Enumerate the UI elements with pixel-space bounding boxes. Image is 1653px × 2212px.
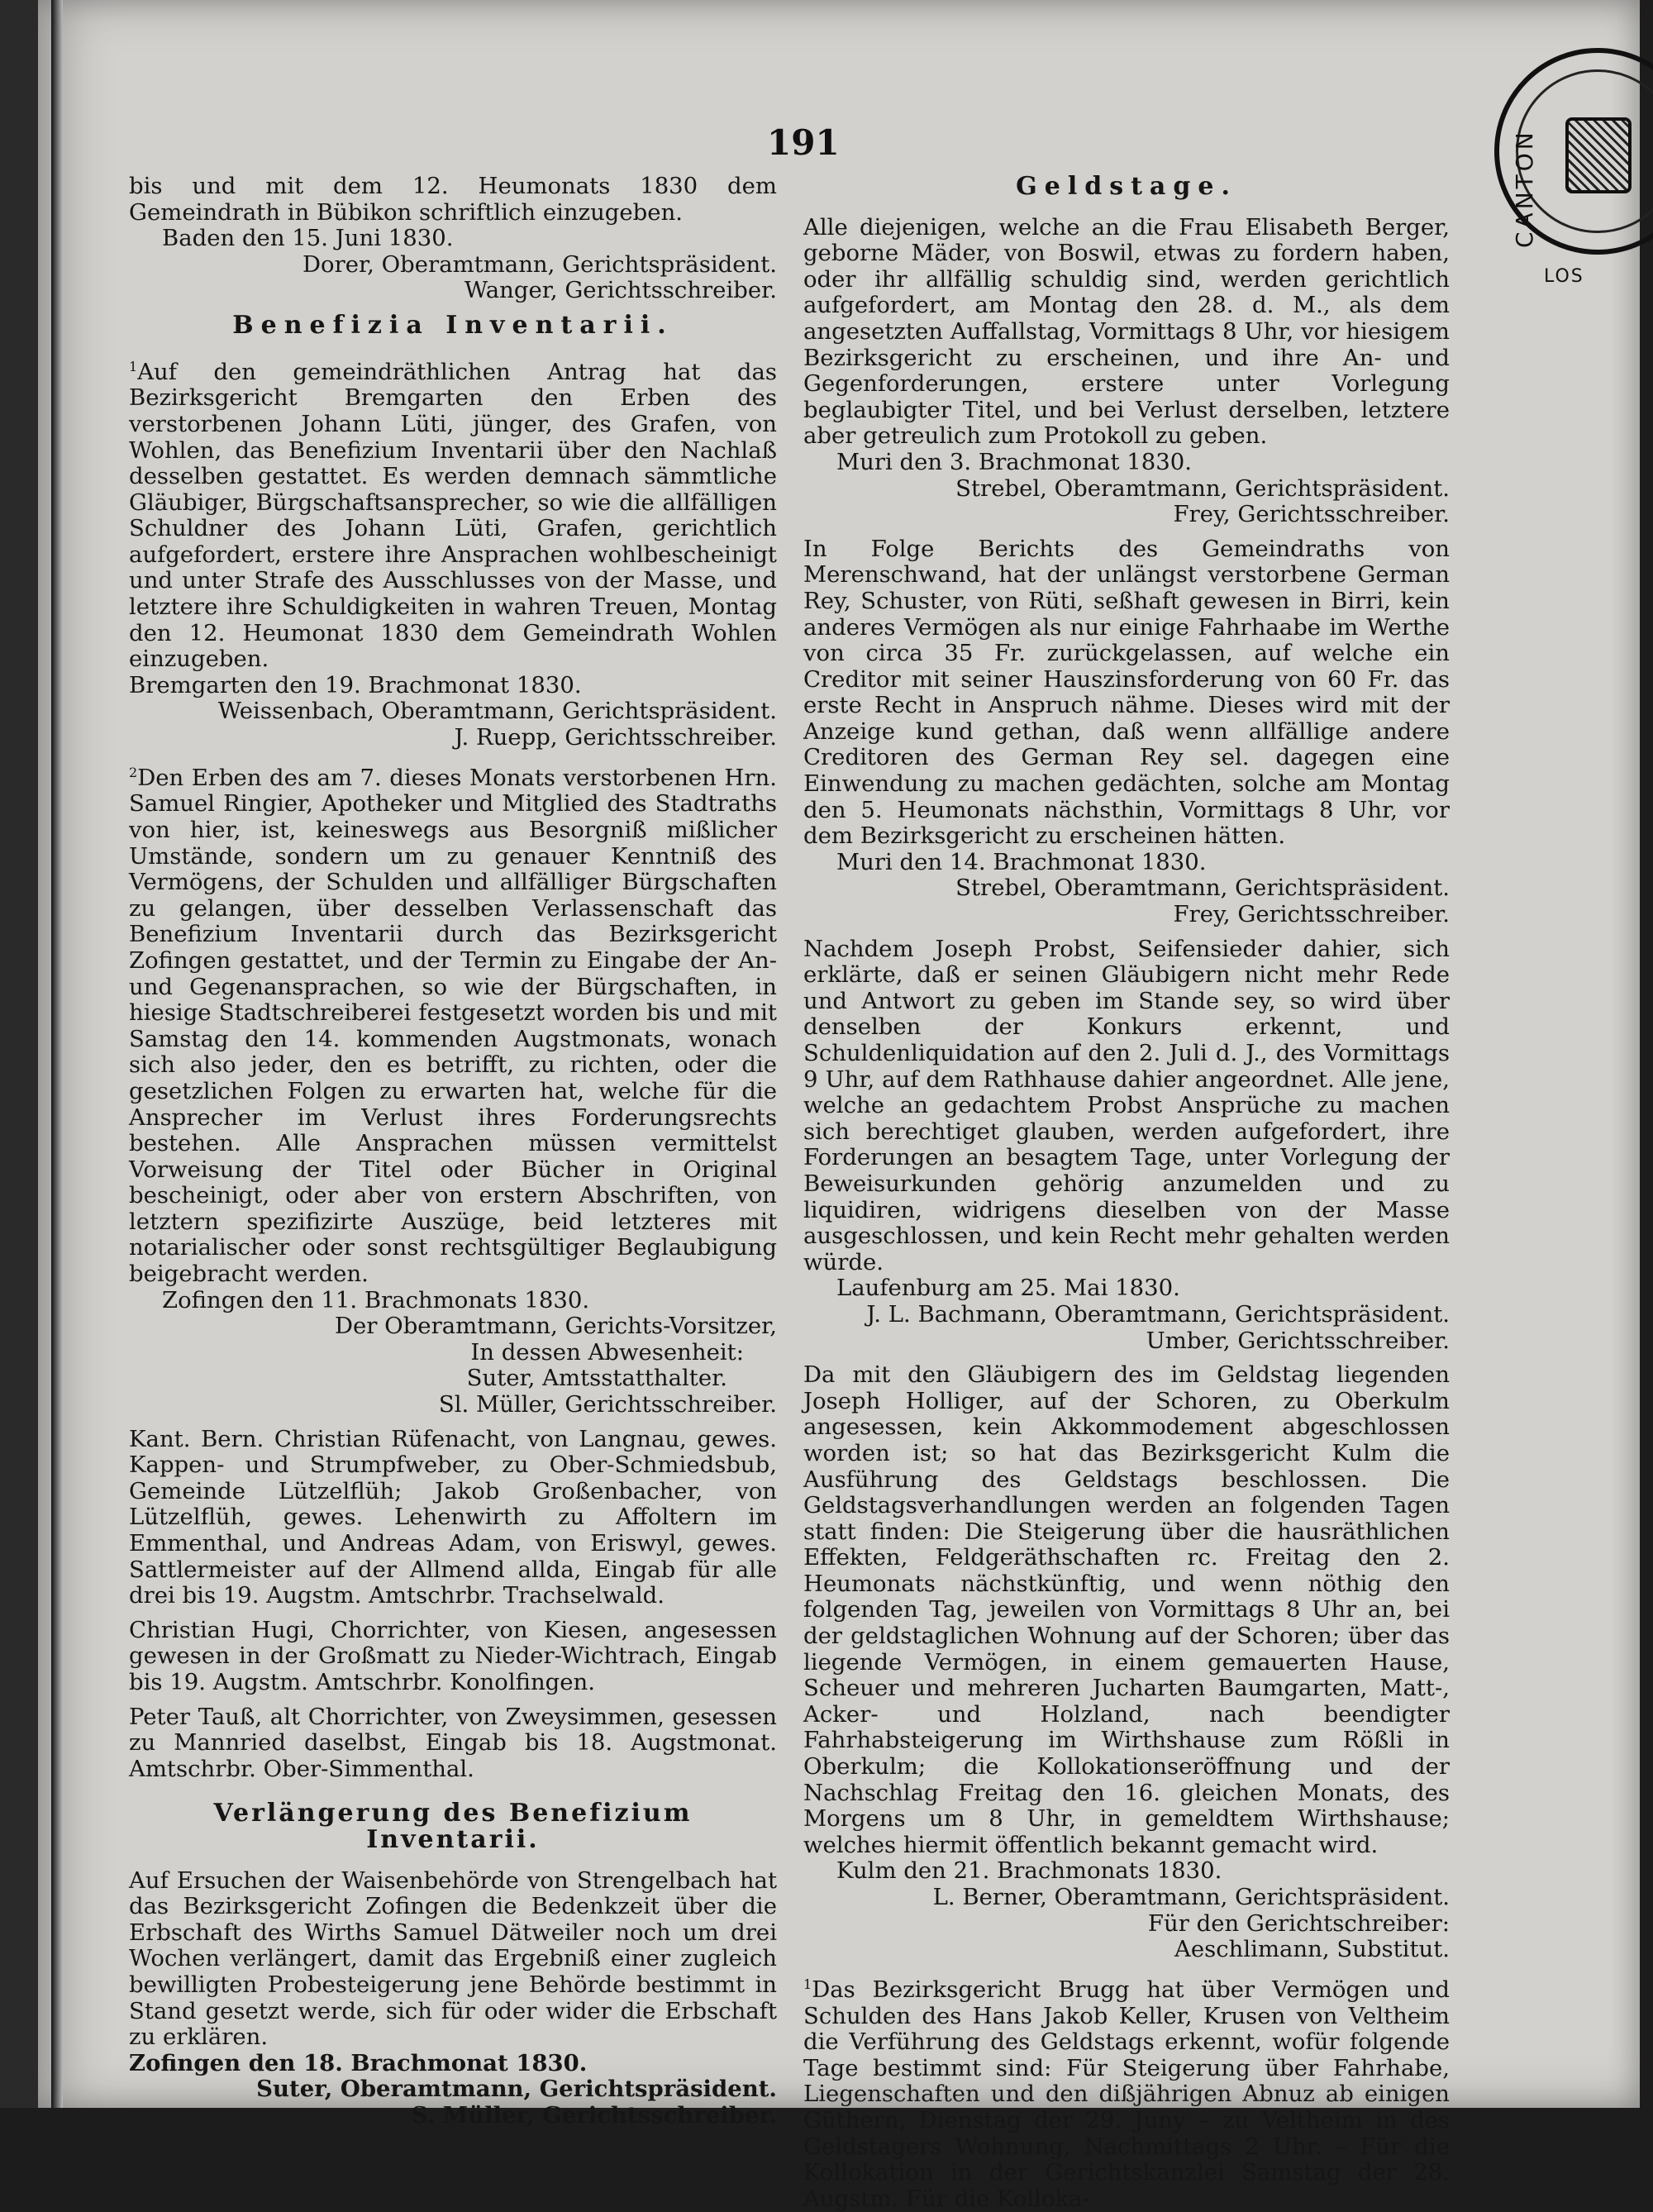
geldstag-notice-1-place-date: Muri den 3. Brachmonat 1830. <box>836 448 1192 475</box>
geldstag-notice-2: In Folge Berichts des Gemeindraths von Merenschwand, hat der unlängst verstorbene German Rey, Schuster, von Rüti, seßhaft gewesen in Birri, kein anderes Vermögen als nur einige Fahrhaabe im Werthe von circa 35 Fr. zurückgelassen, auf welche ein Creditor mit seiner Hauszinsforderung von 60 Fr. das erste Recht in Anspruch nähme. Dieses wird mit der Anzeige kund gethan, daß wenn allfällige andere Creditoren des German Rey sel. dagegen eine Einwendung zu machen gedächten, solche am Montag den 5. Heumonats nächsthin, Vormittags 8 Uhr, vor dem Bezirksgericht zu erscheinen hätten. <box>803 535 1450 850</box>
footnote-marker: 1 <box>803 1976 812 1992</box>
stamp-text-top: CANTON <box>1511 129 1538 248</box>
geldstag-notice-3-signature-1: J. L. Bachmann, Oberamtmann, Gerichtspräsident. <box>866 1300 1450 1328</box>
heading-geldstage: Geldstage. <box>1016 172 1237 201</box>
notice-1-place-date: Bremgarten den 19. Brachmonat 1830. <box>129 671 582 698</box>
geldstag-notice-3-signature-2: Umber, Gerichtsschreiber. <box>1146 1327 1450 1354</box>
notice-6-signature-1: Suter, Oberamtmann, Gerichtspräsident. <box>256 2076 777 2103</box>
footnote-marker: 1 <box>129 358 138 374</box>
geldstag-notice-2-signature-2: Frey, Gerichtsschreiber. <box>1173 901 1450 928</box>
notice-1-signature-1: Weissenbach, Oberamtmann, Gerichtspräsident. <box>217 698 777 725</box>
geldstag-notice-4-place-date: Kulm den 21. Brachmonats 1830. <box>836 1857 1222 1885</box>
geldstag-notice-4-signature-3: Aeschlimann, Substitut. <box>1174 1936 1450 1963</box>
geldstag-notice-4-signature-2: Für den Gerichtschreiber: <box>1147 1909 1450 1937</box>
notice-1-signature-2: J. Ruepp, Gerichtsschreiber. <box>454 724 777 751</box>
geldstag-notice-4-signature-1: L. Berner, Oberamtmann, Gerichtspräsident. <box>932 1884 1450 1910</box>
notice-3: Kant. Bern. Christian Rüfenacht, von Langnau, gewes. Kappen- und Strumpfweber, zu Ober-Schmiedsbub, Gemeinde Lützelflüh; Jakob Großenbacher, von Lützelflüh, gewes. Lehenwirth zu Affoltern im Emmenthal, und Andreas Adam, von Eriswyl, gewes. Sattlermeister auf der Allmend allda, Eingab für alle drei bis 19. Augstm. Amtschrbr. Trachselwald. <box>129 1425 777 1609</box>
geldstag-notice-2-place-date: Muri den 14. Brachmonat 1830. <box>836 848 1207 875</box>
right-column <box>803 174 1450 2212</box>
page-edge <box>51 0 63 2108</box>
intro-signature-2: Wanger, Gerichtsschreiber. <box>464 277 777 304</box>
footnote-marker: 2 <box>129 764 138 780</box>
geldstag-notice-4: Da mit den Gläubigern des im Geldstag liegenden Joseph Holliger, auf der Schoren, zu Oberkulm angesessen, kein Akkommodement abgeschlossen worden ist; so hat das Bezirksgericht Kulm die Ausführung des Geldstags beschlossen. Die Geldstagsverhandlungen werden an folgenden Tagen statt finden: Die Steigerung über die hausräthlichen Effekten, Feldgeräthschaften rc. Freitag den 2. Heumonats nächstkünftig, und wenn nöthig den folgenden Tag, jeweilen von Vormittags 8 Uhr an, bei der geldstaglichen Wohnung auf der Schoren; über das liegende Vermögen, in einem gemauerten Hause, Scheuer und mehreren Jucharten Baumgarten, Matt-, Acker- und Holzland, nach beendigter Fahrhabsteigerung im Wirthshause zum Rößli in Oberkulm; die Kollokationseröffnung und der Nachschlag Freitag den 16. gleichen Monats, des Morgens um 8 Uhr, in gemeldtem Wirthshause; welches hiermit öffentlich bekannt gemacht wird. <box>803 1361 1450 1858</box>
heading-benefizia-inventarii: Benefizia Inventarii. <box>232 310 674 340</box>
notice-2-signature-2: In dessen Abwesenheit: <box>470 1338 744 1366</box>
notice-2 <box>129 760 777 1288</box>
notice-6-signature-2: S. Müller, Gerichtsschreiber. <box>411 2101 777 2129</box>
notice-6-place-date: Zofingen den 18. Brachmonat 1830. <box>129 2049 588 2076</box>
notice-1-text: Auf den gemeindräthlichen Antrag hat das Bezirksgericht Bremgarten den Erben des verstorbenen Johann Lüti, jünger, des Grafen, von Wohlen, das Benefizium Inventarii über den Nachlaß desselben gestattet. Es werden demnach sämmtliche Gläubiger, Bürgschaftsansprecher, so wie die allfälligen Schuldner des Johann Lüti, Grafen, gerichtlich aufgefordert, erstere ihre Ansprachen wohlbescheinigt und unter Strafe des Ausschlusses von der Masse, und letztere ihre Schuldigkeiten in wahren Treuen, Montag den 12. Heumonat 1830 dem Gemeindrath Wohlen einzugeben. <box>129 358 777 673</box>
heading-verlaengerung: Verlängerung des Benefizium Inventarii. <box>213 1799 693 1854</box>
stamp-text-bottom: LOS <box>1544 266 1584 287</box>
notice-6: Auf Ersuchen der Waisenbehörde von Strengelbach hat das Bezirksgericht Zofingen die Bedenkzeit über die Erbschaft des Wirths Samuel Dätweiler noch um drei Wochen verlängert, damit das Ergebniß einer zugleich bewilligten Probesteigerung jene Behörde bestimmt in Stand gesetzt werde, sich für oder wider die Erbschaft zu erklären. <box>129 1866 777 2051</box>
notice-2-signature-1: Der Oberamtmann, Gerichts-Vorsitzer, <box>334 1313 777 1340</box>
geldstag-notice-1-signature-1: Strebel, Oberamtmann, Gerichtspräsident. <box>955 474 1450 502</box>
geldstag-notice-2-signature-1: Strebel, Oberamtmann, Gerichtspräsident. <box>955 875 1450 902</box>
intro-text: bis und mit dem 12. Heumonats 1830 dem Gemeindrath in Bübikon schriftlich einzugeben. <box>129 173 777 226</box>
intro-place-date: Baden den 15. Juni 1830. <box>162 225 454 252</box>
intro-signature-1: Dorer, Oberamtmann, Gerichtspräsident. <box>302 250 777 278</box>
geldstag-notice-5-text: Das Bezirksgericht Brugg hat über Vermögen und Schulden des Hans Jakob Keller, Krusen von Veltheim die Verführung des Geldstags erkennt, wofür folgende Tage bestimmt sind: Für Steigerung über Fahrhabe, Liegenschaften und den dißjährigen Abnuz ab einigen Güthern, Dienstag der 29. Juny – zu Veltheim in des Geldstagers Wohnung, Nachmittags 2 Uhr. – Für die Kollokation in der Gerichtskanzlei Samstag der 28. Augstm. Für die Kolloka- <box>803 1976 1450 2212</box>
notice-2-signature-3: Suter, Amtsstatthalter. <box>466 1365 727 1392</box>
geldstag-notice-5 <box>803 1971 1450 2212</box>
geldstag-notice-1: Alle diejenigen, welche an die Frau Elisabeth Berger, geborne Mäder, von Boswil, etwas zu fordern haben, oder ihr allfällig schuldig sind, werden gerichtlich aufgefordert, am Montag den 28. d. M., als dem angesetzten Auffallstag, Vormittags 8 Uhr, vor hiesigem Bezirksgericht zu erscheinen, und ihre An- und Gegenforderungen, erstere unter Vorlegung beglaubigter Titel, und bei Verlust derselben, letztere aber getreulich zum Protokoll zu geben. <box>803 213 1450 450</box>
notice-1 <box>129 354 777 673</box>
stamp-emblem-icon <box>1565 117 1632 193</box>
left-column <box>129 174 777 2129</box>
geldstag-notice-1-signature-2: Frey, Gerichtsschreiber. <box>1173 501 1450 528</box>
geldstag-notice-3-place-date: Laufenburg am 25. Mai 1830. <box>836 1275 1180 1302</box>
notice-4: Christian Hugi, Chorrichter, von Kiesen, angesessen gewesen in der Großmatt zu Nieder-Wichtrach, Eingab bis 19. Augstm. Amtschrbr. Konolfingen. <box>129 1616 777 1695</box>
notice-5: Peter Tauß, alt Chorrichter, von Zweysimmen, gesessen zu Mannried daselbst, Eingab bis 18. Augstmonat. Amtschrbr. Ober-Simmenthal. <box>129 1703 777 1782</box>
notice-2-signature-4: Sl. Müller, Gerichtsschreiber. <box>438 1391 777 1418</box>
notice-2-place-date: Zofingen den 11. Brachmonats 1830. <box>162 1286 590 1313</box>
geldstag-notice-3: Nachdem Joseph Probst, Seifensieder dahier, sich erklärte, daß er seinen Gläubigern nicht mehr Rede und Antwort zu geben im Stande sey, so wird über denselben der Konkurs erkennt, und Schuldenliquidation auf den 2. Juli d. J., des Vormittags 9 Uhr, auf dem Rathhause dahier angeordnet. Alle jene, welche an gedachtem Probst Ansprüche zu machen sich berechtiget glauben, werden aufgefordert, ihre Forderungen an besagtem Tage, unter Vorlegung der Beweisurkunden gehörig anzumelden und zu liquidiren, widrigens dieselben von der Masse ausgeschlossen, und kein Recht mehr gehalten werden würde. <box>803 935 1450 1275</box>
notice-2-text: Den Erben des am 7. dieses Monats verstorbenen Hrn. Samuel Ringier, Apotheker und Mitglied des Stadtraths von hier, ist, keineswegs aus Besorgniß mißlicher Umstände, sondern um zu genauer Kenntniß des Vermögens, der Schulden und allfälliger Bürgschaften zu gelangen, über desselben Verlassenschaft das Benefizium Inventarii durch das Bezirksgericht Zofingen gestattet, und der Termin zu Eingabe der An- und Gegenansprachen, so wie der Bürgschaften, in hiesige Stadtschreiberei festgesetzt worden bis und mit Samstag den 14. kommenden Augstmonats, wonach sich also jeder, den es betrifft, zu richten, oder die gesetzlichen Folgen zu erwarten hat, welche für die Ansprecher im Verlust ihres Forderungsrechts bestehen. Alle Ansprachen müssen vermittelst Vorweisung der Titel oder Bücher in Original bescheinigt, oder aber von erstern Abschriften, von letztern spezifizirte Auszüge, beid letzteres mit notarialischer oder sonst rechtsgültiger Beglaubigung beigebracht werden. <box>129 764 777 1288</box>
page-number: 191 <box>767 122 840 163</box>
